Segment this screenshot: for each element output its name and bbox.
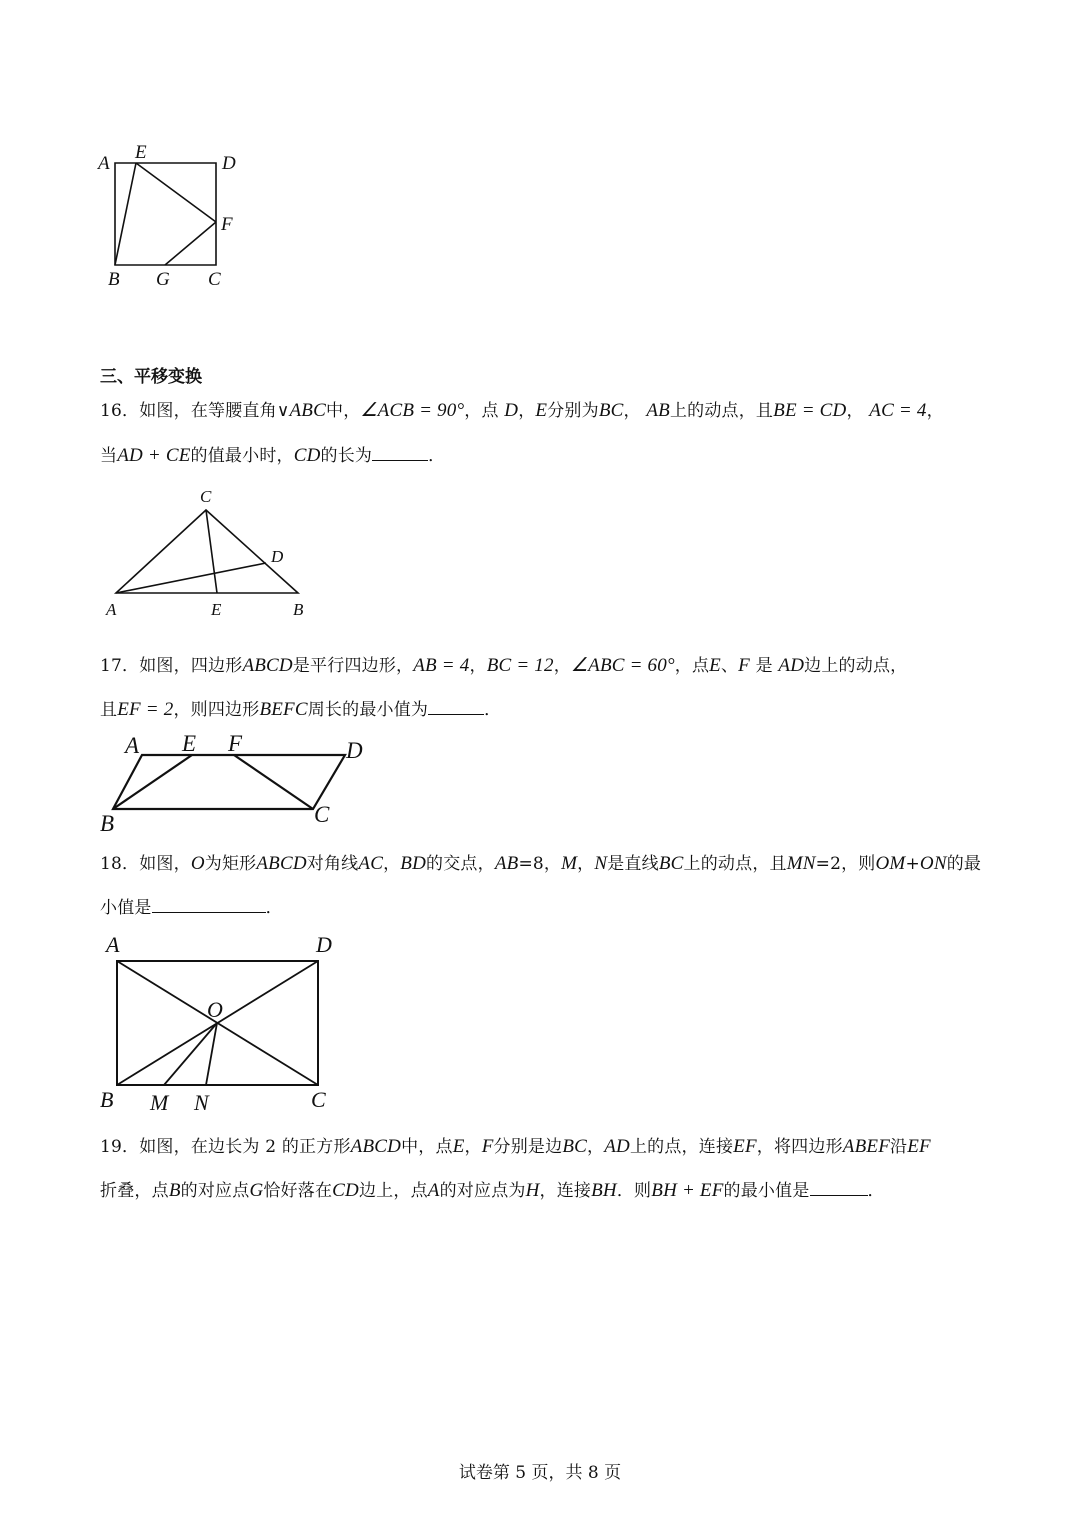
- q18-bd: BD: [400, 853, 427, 874]
- q18-bc: BC: [658, 853, 684, 874]
- q17-text-o: 边上的动点，: [804, 656, 908, 676]
- q18-answer-blank[interactable]: [152, 896, 266, 913]
- q16-abc: ABC: [289, 400, 326, 421]
- label-c: C: [200, 487, 212, 506]
- q18-text-c: 为矩形: [204, 854, 257, 874]
- q19-g: G: [249, 1180, 264, 1201]
- q19-text-2k: ，连接: [539, 1181, 592, 1201]
- q16-d: D: [504, 400, 519, 421]
- figure-parallelogram-abcd: [95, 728, 385, 838]
- label-e: E: [211, 600, 222, 619]
- q16-ad-ce: AD + CE: [117, 445, 191, 466]
- q16-text-2e: 的长为: [320, 446, 373, 466]
- segment-om: [164, 1023, 217, 1085]
- q16-answer-blank[interactable]: [372, 444, 428, 461]
- label-f: F: [228, 731, 243, 756]
- q17-text-2e: 周长的最小值为: [307, 700, 429, 720]
- label-c: C: [314, 802, 330, 827]
- segment-ef: [136, 163, 216, 222]
- q16-text-i: ，: [623, 401, 641, 421]
- label-a: A: [106, 600, 117, 619]
- q18-on: ON: [919, 853, 947, 874]
- q17-text-e: ，: [469, 656, 487, 676]
- q16-bc: BC: [598, 400, 624, 421]
- label-d: D: [346, 738, 363, 763]
- q17-f: F: [738, 655, 750, 676]
- q17-line-2: [100, 695, 501, 721]
- q19-abcd: ABCD: [350, 1136, 402, 1157]
- q17-text-a: 如图，四边形: [139, 656, 243, 676]
- section-title: 三、平移变换: [100, 367, 202, 387]
- q19-ef-2: EF: [907, 1136, 931, 1157]
- segment-fc: [234, 755, 313, 809]
- q18-o: O: [190, 853, 205, 874]
- q19-bh-ef: BH + EF: [651, 1180, 724, 1201]
- q17-ad: AD: [778, 655, 805, 676]
- q18-mn: MN: [786, 853, 816, 874]
- q16-be-cd: BE = CD: [773, 400, 847, 421]
- q16-e: E: [535, 400, 548, 421]
- q17-bc: BC = 12: [486, 655, 554, 676]
- q18-text-o: 是直线: [607, 854, 659, 874]
- q19-line-2: [100, 1176, 885, 1202]
- segment-be: [113, 755, 192, 809]
- q17-answer-blank[interactable]: [428, 698, 484, 715]
- q16-text-m: ，: [846, 401, 864, 421]
- q16-text-o: ，: [926, 401, 944, 421]
- q17-abcd: ABCD: [242, 655, 293, 676]
- q18-om: OM: [875, 853, 906, 874]
- q19-text-2o: 的最小值是: [723, 1181, 810, 1201]
- label-d: D: [271, 547, 284, 566]
- q16-text-e: ，: [518, 401, 536, 421]
- q16-text-c: ，点: [464, 401, 499, 421]
- segment-ad: [116, 563, 266, 593]
- q16-text-a: 如图，在等腰直角: [139, 401, 277, 421]
- label-b: B: [293, 600, 304, 619]
- q19-text-2i: 的对应点为: [439, 1181, 526, 1201]
- q18-text-2a: 小值是: [100, 898, 152, 918]
- label-g: G: [156, 269, 170, 290]
- parallelogram-abcd: [113, 755, 345, 809]
- q18-text-i: 的交点，: [426, 854, 495, 874]
- q19-ef: EF: [733, 1136, 757, 1157]
- q19-text-2e: 恰好落在: [263, 1181, 333, 1201]
- q19-f: F: [481, 1136, 494, 1157]
- q19-number: 19．: [100, 1137, 140, 1157]
- q18-abcd: ABCD: [256, 853, 307, 874]
- q18-line-2: [100, 893, 283, 918]
- q19-line-1: [100, 1132, 931, 1158]
- label-c: C: [208, 269, 221, 290]
- label-b: B: [100, 811, 115, 836]
- q18-text-m: ，: [577, 854, 595, 874]
- label-e: E: [135, 142, 147, 163]
- q19-text-m: ，将四边形: [756, 1137, 843, 1157]
- q18-ab: AB: [494, 853, 519, 874]
- q18-n: N: [594, 853, 608, 874]
- q17-text-2c: ，则四边形: [173, 700, 260, 720]
- q19-answer-blank[interactable]: [810, 1179, 868, 1196]
- q18-end: ．: [265, 898, 283, 918]
- q19-text-g: 分别是边: [493, 1137, 563, 1157]
- q16-text-2c: 的值最小时，: [190, 446, 294, 466]
- square-abcd: [115, 163, 216, 265]
- q16-end: ．: [428, 446, 446, 466]
- q17-text-k: 、: [720, 656, 739, 676]
- q17-number: 17．: [100, 656, 140, 676]
- segment-be: [115, 163, 136, 265]
- q17-line-1: [100, 651, 907, 677]
- q19-abef: ABEF: [842, 1136, 891, 1157]
- q19-text-o: 沿: [890, 1137, 908, 1157]
- label-f: F: [221, 214, 233, 235]
- q16-line-2: [100, 441, 445, 467]
- q19-end: ．: [867, 1181, 885, 1201]
- label-b: B: [100, 1087, 114, 1112]
- q17-befc: BEFC: [259, 699, 308, 720]
- q16-ac: AC = 4: [869, 400, 927, 421]
- q18-number: 18．: [100, 854, 140, 874]
- q16-text-k: 上的动点，且: [669, 401, 774, 421]
- segment-fg: [165, 222, 216, 265]
- label-c: C: [311, 1087, 326, 1112]
- q18-text-e: 对角线: [306, 854, 359, 874]
- q18-ac: AC: [358, 853, 384, 874]
- segment-ce: [206, 510, 217, 593]
- q19-text-2c: 的对应点: [180, 1181, 250, 1201]
- q17-text-i: ，点: [674, 656, 710, 676]
- q17-angle: ∠ABC = 60°: [570, 655, 675, 676]
- figure-triangle-abc: [100, 485, 320, 625]
- q19-text-e: ，: [464, 1137, 482, 1157]
- page-footer: [0, 1458, 1080, 1483]
- q16-tri-symbol: ∨: [276, 401, 290, 421]
- label-d: D: [316, 932, 332, 957]
- q19-text-2g: 边上，点: [358, 1181, 428, 1201]
- q19-text-i: ，: [587, 1137, 605, 1157]
- q17-text-c: 是平行四边形，: [292, 656, 414, 676]
- q19-text-a: 如图，在边长为 2 的正方形: [139, 1137, 351, 1157]
- label-a: A: [106, 932, 120, 957]
- q18-plus: +: [905, 854, 920, 874]
- q19-h: H: [525, 1180, 540, 1201]
- q18-text-w: 的最: [946, 854, 982, 874]
- q18-text-a: 如图，: [139, 854, 191, 874]
- label-e: E: [182, 731, 197, 756]
- q16-text-g: 分别为: [547, 401, 599, 421]
- q19-text-k: 上的点，连接: [629, 1137, 734, 1157]
- q16-angle: ∠ACB = 90°: [360, 400, 465, 421]
- page-number-text: 试卷第 5 页，共 8 页: [458, 1463, 622, 1483]
- q18-line-1: [100, 849, 981, 875]
- q16-cd: CD: [293, 445, 321, 466]
- q17-ef: EF = 2: [117, 699, 174, 720]
- label-b: B: [108, 269, 120, 290]
- q19-text-c: 中，点: [401, 1137, 453, 1157]
- label-o: O: [207, 997, 223, 1022]
- q19-a: A: [427, 1180, 440, 1201]
- q19-bh: BH: [591, 1180, 617, 1201]
- q17-ab: AB = 4: [413, 655, 470, 676]
- q17-e: E: [709, 655, 721, 676]
- q19-bc: BC: [562, 1136, 588, 1157]
- q19-e: E: [452, 1136, 465, 1157]
- q16-number: 16．: [100, 401, 140, 421]
- q17-text-g: ，: [553, 656, 571, 676]
- segment-on: [206, 1023, 217, 1085]
- q19-b: B: [168, 1180, 181, 1201]
- q18-text-s: =2，则: [815, 854, 876, 874]
- figure-square-aefg: [90, 138, 260, 298]
- label-a: A: [98, 153, 110, 174]
- q16-ab: AB: [646, 400, 670, 421]
- figure-rectangle-abcd: [95, 930, 355, 1120]
- label-d: D: [222, 153, 236, 174]
- q19-ad: AD: [604, 1136, 630, 1157]
- q19-cd: CD: [332, 1180, 359, 1201]
- q18-m: M: [561, 853, 578, 874]
- q17-end: ．: [484, 700, 502, 720]
- q18-text-q: 上的动点，且: [683, 854, 787, 874]
- q16-line-1: [100, 396, 944, 422]
- label-n: N: [194, 1090, 209, 1115]
- q18-text-g: ，: [383, 854, 401, 874]
- q19-text-2m: ．则: [616, 1181, 652, 1201]
- q19-text-2a: 折叠，点: [100, 1181, 169, 1201]
- q17-text-2a: 且: [100, 700, 118, 720]
- q17-text-m: 是: [755, 656, 773, 676]
- label-a: A: [125, 733, 140, 758]
- q16-text-b: 中，: [326, 401, 361, 421]
- q18-text-k: =8，: [518, 854, 562, 874]
- q16-text-2a: 当: [100, 446, 118, 466]
- section-heading: [100, 362, 202, 387]
- label-m: M: [150, 1090, 169, 1115]
